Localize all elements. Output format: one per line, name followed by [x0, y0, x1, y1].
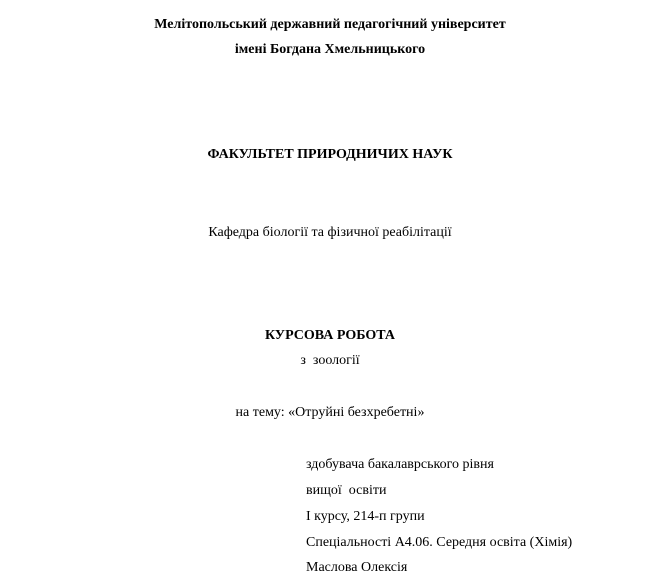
work-subject: з зоології: [300, 353, 360, 368]
work-type: КУРСОВА РОБОТА: [264, 328, 396, 343]
student-course-group: I курсу, 214-п групи: [306, 509, 425, 524]
university-name-line2: імені Богдана Хмельницького: [234, 42, 426, 57]
work-topic: на тему: «Отруйні безхребетні»: [235, 405, 425, 420]
student-name: Маслова Олексія: [306, 560, 408, 575]
department-name: Кафедра біології та фізичної реабілітації: [208, 225, 452, 240]
student-level: здобувача бакалаврського рівня: [306, 457, 494, 472]
university-name-line1: Мелітопольський державний педагогічний університет: [154, 17, 506, 32]
faculty-name: ФАКУЛЬТЕТ ПРИРОДНИЧИХ НАУК: [207, 147, 453, 162]
student-education: вищої освіти: [306, 483, 387, 498]
student-specialty: Спеціальності А4.06. Середня освіта (Хімія): [306, 535, 573, 550]
